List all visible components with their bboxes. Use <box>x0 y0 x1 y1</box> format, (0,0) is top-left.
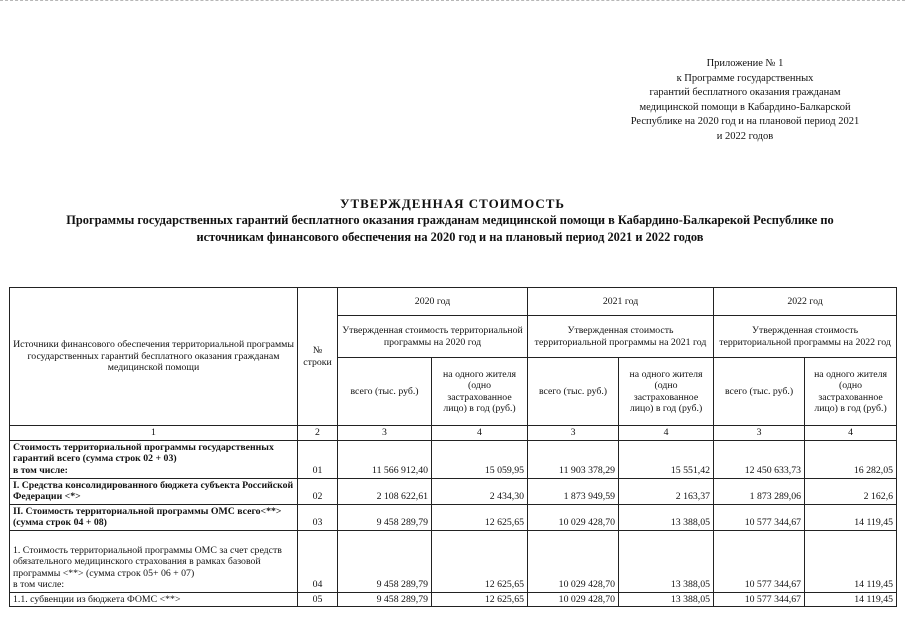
cell-value: 13 388,05 <box>619 504 714 530</box>
header-year-2022: 2022 год <box>714 288 897 316</box>
row-number: 03 <box>298 504 338 530</box>
appendix-line: Приложение № 1 <box>706 58 784 69</box>
appendix-line: гарантий бесплатного оказания гражданам <box>649 87 841 98</box>
header-total: всего (тыс. руб.) <box>714 358 805 426</box>
cell-value: 10 029 428,70 <box>528 592 619 607</box>
cell-value: 9 458 289,79 <box>338 592 432 607</box>
row-label-text: 1. Стоимость территориальной программы ОМС за счет средств обязательного медицинского страхования в рамках базовой программы <**> (сумма строк 05+ 06 + 07) <box>13 544 282 579</box>
table-row <box>10 478 897 504</box>
cell-value: 14 119,45 <box>805 592 897 607</box>
appendix-line: к Программе государственных <box>676 72 814 84</box>
cell-value: 2 162,6 <box>805 478 897 504</box>
appendix-note <box>600 57 890 144</box>
column-number: 3 <box>714 426 805 441</box>
header-year-2020: 2020 год <box>338 288 528 316</box>
cell-value: 2 108 622,61 <box>338 478 432 504</box>
subtitle-line: источникам финансового обеспечения на 2020 год и на плановый период 2021 и 2022 годов <box>196 230 704 244</box>
row-label-text: Стоимость территориальной программы государственных гарантий всего (сумма строк 02 + 03) <box>13 441 274 465</box>
table-row <box>10 440 897 478</box>
cell-value: 16 282,05 <box>805 440 897 478</box>
cell-value: 15 059,95 <box>432 440 528 478</box>
column-number: 4 <box>432 426 528 441</box>
cell-value: 13 388,05 <box>619 530 714 592</box>
row-label: II. Стоимость территориальной программы ОМС всего<**> (сумма строк 04 + 08) <box>10 504 298 530</box>
header-source-column: Источники финансового обеспечения территориальной программы государственных гарантий бесплатного оказания гражданам медицинской помощи <box>10 288 298 426</box>
header-total: всего (тыс. руб.) <box>528 358 619 426</box>
header-total: всего (тыс. руб.) <box>338 358 432 426</box>
table-row <box>10 504 897 530</box>
cell-value: 11 566 912,40 <box>338 440 432 478</box>
row-label: I. Средства консолидированного бюджета субъекта Российской Федерации <*> <box>10 478 298 504</box>
header-per-resident: на одного жителя (одно застрахованное лицо) в год (руб.) <box>805 358 897 426</box>
cell-value: 13 388,05 <box>619 592 714 607</box>
header-approved-2020: Утвержденная стоимость территориальной программы на 2020 год <box>338 316 528 358</box>
header-row-number: № строки <box>298 288 338 426</box>
column-number: 2 <box>298 426 338 441</box>
document-title: УТВЕРЖДЕННАЯ СТОИМОСТЬ <box>339 196 566 211</box>
appendix-line: и 2022 годов <box>716 130 774 142</box>
header-per-resident: на одного жителя (одно застрахованное лицо) в год (руб.) <box>432 358 528 426</box>
cost-table <box>9 287 897 607</box>
cell-value: 2 163,37 <box>619 478 714 504</box>
column-number: 3 <box>338 426 432 441</box>
cell-value: 12 625,65 <box>432 592 528 607</box>
cell-value: 9 458 289,79 <box>338 504 432 530</box>
column-number: 4 <box>805 426 897 441</box>
row-label-subtext: в том числе: <box>13 464 68 476</box>
column-number: 4 <box>619 426 714 441</box>
column-number: 1 <box>10 426 298 441</box>
appendix-line: Республике на 2020 год и на плановой период 2021 <box>630 116 860 127</box>
table-row <box>10 592 897 607</box>
cell-value: 10 577 344,67 <box>714 592 805 607</box>
header-year-2021: 2021 год <box>528 288 714 316</box>
header-approved-2022: Утвержденная стоимость территориальной программы на 2022 год <box>714 316 897 358</box>
cell-value: 10 577 344,67 <box>714 504 805 530</box>
cell-value: 15 551,42 <box>619 440 714 478</box>
column-number: 3 <box>528 426 619 441</box>
row-number: 02 <box>298 478 338 504</box>
cell-value: 12 450 633,73 <box>714 440 805 478</box>
row-label <box>10 530 298 592</box>
row-number: 01 <box>298 440 338 478</box>
appendix-line: медицинской помощи в Кабардино-Балкарской <box>639 101 851 113</box>
cell-value: 1 873 289,06 <box>714 478 805 504</box>
cell-value: 12 625,65 <box>432 504 528 530</box>
row-label <box>10 440 298 478</box>
cell-value: 9 458 289,79 <box>338 530 432 592</box>
document-subtitle <box>20 212 880 246</box>
row-number: 05 <box>298 592 338 607</box>
row-label: 1.1. субвенции из бюджета ФОМС <**> <box>10 592 298 607</box>
cell-value: 14 119,45 <box>805 504 897 530</box>
row-number: 04 <box>298 530 338 592</box>
cell-value: 1 873 949,59 <box>528 478 619 504</box>
header-approved-2021: Утвержденная стоимость территориальной программы на 2021 год <box>528 316 714 358</box>
row-label-subtext: в том числе: <box>13 579 65 590</box>
cell-value: 12 625,65 <box>432 530 528 592</box>
cell-value: 2 434,30 <box>432 478 528 504</box>
subtitle-line: Программы государственных гарантий бесплатного оказания гражданам медицинской помощи в Кабардино-Балкарекой Республике по <box>66 213 834 227</box>
cell-value: 10 029 428,70 <box>528 504 619 530</box>
cell-value: 10 577 344,67 <box>714 530 805 592</box>
header-per-resident: на одного жителя (одно застрахованное лицо) в год (руб.) <box>619 358 714 426</box>
table-row <box>10 530 897 592</box>
cell-value: 11 903 378,29 <box>528 440 619 478</box>
scan-artifact-line <box>0 0 905 5</box>
cell-value: 10 029 428,70 <box>528 530 619 592</box>
cell-value: 14 119,45 <box>805 530 897 592</box>
